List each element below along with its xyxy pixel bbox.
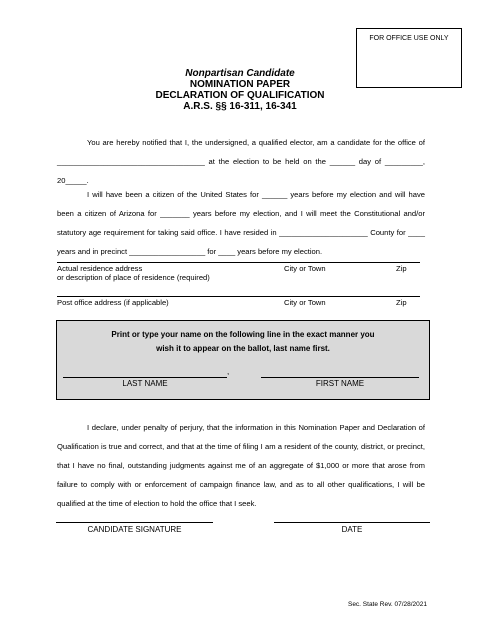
form-title-declaration: DECLARATION OF QUALIFICATION	[155, 90, 325, 101]
office-use-label: FOR OFFICE USE ONLY	[369, 35, 449, 42]
perjury-declaration-text: I declare, under penalty of perjury, that the information in this Nomination Paper and Declaration of Qualification is true and correct, and that at the time of filing I am a resident of the county, district, or precinct, that I have no final, outstanding judgments against me of an aggregate of $1,000 or more that arose from failure to comply with or enforcement of campaign finance law, and as to all other qualifications, I will be qualified at the time of election to hold the office that I seek.	[57, 423, 425, 508]
candidate-signature-label: CANDIDATE SIGNATURE	[87, 525, 182, 534]
residence-city-label: City or Town	[284, 264, 326, 273]
post-office-label: Post office address (if applicable)	[57, 298, 169, 307]
last-name-label: LAST NAME	[122, 379, 168, 388]
candidacy-text: You are hereby notified that I, the undersigned, a qualified elector, am a candidate for the office of ___________________________________ at the election to be held on the ______ day of _________, 20_____.	[57, 138, 425, 185]
date-label: DATE	[341, 525, 363, 534]
form-header	[0, 68, 480, 112]
form-title-nomination: NOMINATION PAPER	[189, 79, 291, 90]
name-comma: ,	[227, 367, 230, 376]
instruction-line-1: Print or type your name on the following line in the exact manner you	[111, 330, 375, 339]
ballot-name-box	[56, 320, 430, 400]
ballot-name-instruction	[57, 328, 429, 356]
post-office-city-label: City or Town	[284, 298, 326, 307]
residence-address-label	[57, 264, 210, 282]
form-subtitle: Nonpartisan Candidate	[185, 68, 295, 79]
candidate-signature-line[interactable]	[56, 522, 213, 523]
first-name-line[interactable]	[261, 377, 419, 378]
residence-address-line[interactable]	[57, 262, 420, 263]
residence-label-text: Actual residence address	[57, 264, 143, 273]
residence-zip-label: Zip	[396, 264, 407, 273]
form-statute: A.R.S. §§ 16-311, 16-341	[183, 101, 297, 112]
perjury-declaration-paragraph	[57, 418, 425, 513]
citizenship-paragraph	[57, 185, 425, 261]
date-line[interactable]	[274, 522, 430, 523]
first-name-label: FIRST NAME	[315, 379, 365, 388]
post-office-address-line[interactable]	[57, 296, 420, 297]
citizenship-text: I will have been a citizen of the United States for ______ years before my election and will have been a citizen of Arizona for _______ years before my election, and I will meet the Constitutional and/or statutory age requirement for taking said office. I have resided in _____________________ County for ____ years and in precinct __________________ for ____ years before my election.	[57, 190, 425, 256]
residence-sub-text: or description of place of residence (required)	[57, 273, 210, 282]
post-office-zip-label: Zip	[396, 298, 407, 307]
last-name-line[interactable]	[63, 377, 227, 378]
candidacy-paragraph	[57, 133, 425, 190]
revision-footer: Sec. State Rev. 07/28/2021	[347, 601, 427, 608]
instruction-line-2: wish it to appear on the ballot, last name first.	[156, 344, 330, 353]
